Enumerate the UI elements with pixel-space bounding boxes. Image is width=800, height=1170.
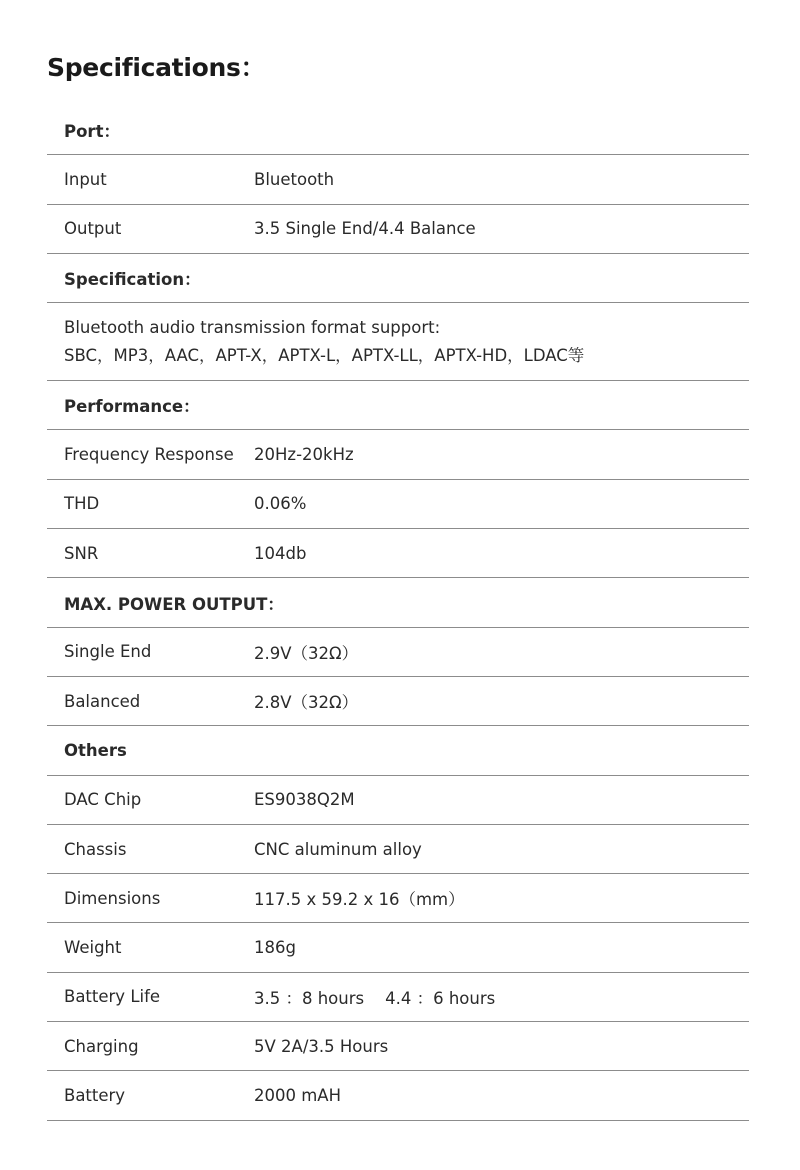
section-heading: Specification： <box>47 254 749 303</box>
table-row <box>47 874 749 923</box>
spec-label: Weight <box>64 938 122 958</box>
spec-value: 20Hz-20kHz <box>254 445 354 465</box>
section-heading: Performance： <box>47 381 749 430</box>
spec-value: 5V 2A/3.5 Hours <box>254 1036 389 1056</box>
table-row <box>47 973 749 1022</box>
spec-value: 186g <box>254 938 296 958</box>
section-heading: Port： <box>47 106 749 155</box>
table-row <box>47 1071 749 1120</box>
spec-value: 2000 mAH <box>254 1085 342 1105</box>
spec-value: 3.5 ：8 hours 4.4 ：6 hours <box>254 988 496 1008</box>
table-row <box>47 825 749 874</box>
spec-text-line: Bluetooth audio transmission format support: <box>64 317 441 337</box>
spec-label: Balanced <box>64 691 141 711</box>
section-heading: Others <box>47 726 749 775</box>
table-row <box>47 430 749 479</box>
table-row <box>47 776 749 825</box>
table-row <box>47 529 749 578</box>
spec-value: CNC aluminum alloy <box>254 839 422 859</box>
table-row <box>47 923 749 972</box>
spec-label: Dimensions <box>64 888 161 908</box>
spec-value: 3.5 Single End/4.4 Balance <box>254 219 476 239</box>
table-row <box>47 205 749 254</box>
table-row <box>47 155 749 204</box>
spec-label: Battery <box>64 1085 126 1105</box>
spec-label: Charging <box>64 1036 139 1056</box>
table-row <box>47 303 749 381</box>
table-row <box>47 628 749 677</box>
specifications-table <box>47 106 749 1121</box>
spec-label: Output <box>64 219 122 239</box>
spec-value: Bluetooth <box>254 169 335 189</box>
spec-label: SNR <box>64 543 99 563</box>
spec-value: 104db <box>254 543 307 563</box>
table-row <box>47 677 749 726</box>
spec-value: 2.9V（32Ω） <box>254 643 359 663</box>
spec-value: 0.06% <box>254 494 307 514</box>
spec-value: 2.8V（32Ω） <box>254 693 359 713</box>
spec-label: THD <box>64 494 100 514</box>
spec-value: 117.5 x 59.2 x 16（mm） <box>254 890 465 910</box>
spec-label: Chassis <box>64 839 127 859</box>
table-row <box>47 480 749 529</box>
spec-label: Input <box>64 169 107 189</box>
page-title: Specifications： <box>47 53 266 82</box>
spec-label: Battery Life <box>64 987 161 1007</box>
spec-text-line: SBC，MP3，AAC，APT-X，APTX-L，APTX-LL，APTX-HD，LDAC等 <box>64 345 585 365</box>
spec-label: Single End <box>64 642 152 662</box>
section-heading: MAX. POWER OUTPUT： <box>47 578 749 627</box>
spec-label: DAC Chip <box>64 790 142 810</box>
spec-value: ES9038Q2M <box>254 790 355 810</box>
spec-label: Frequency Response <box>64 445 234 465</box>
table-row <box>47 1022 749 1071</box>
